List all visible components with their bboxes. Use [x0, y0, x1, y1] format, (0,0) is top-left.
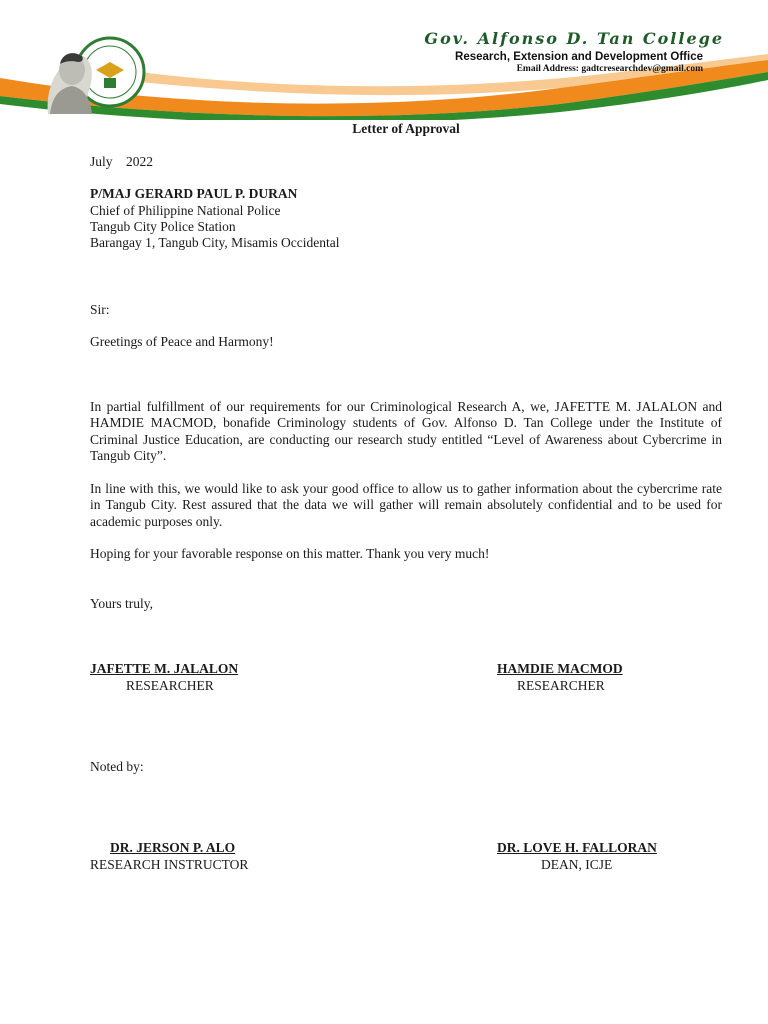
signatory-name: JAFETTE M. JALALON	[90, 661, 239, 676]
signatory-role: RESEARCHER	[126, 678, 214, 693]
body-paragraph-2: In line with this, we would like to ask your good office to allow us to gather information about the cybercrime rate in Tangub City. Rest assured that the data we will gather will remain absolutely confidential and to be used for academic purposes only.	[90, 481, 722, 529]
salutation: Sir:	[90, 302, 110, 317]
greeting: Greetings of Peace and Harmony!	[90, 334, 274, 349]
recipient-address: Barangay 1, Tangub City, Misamis Occidental	[90, 235, 340, 250]
noter-name: DR. JERSON P. ALO	[110, 840, 236, 855]
noter-role: DEAN, ICJE	[541, 857, 613, 872]
body-paragraph-1: In partial fulfillment of our requirements for our Criminological Research A, we, JAFETTE M. JALALON and HAMDIE MACMOD, bonafide Criminology students of Gov. Alfonso D. Tan College under the Institute of Criminal Justice Education, are conducting our research study entitled “Level of Awareness about Cybercrime in Tangub City”.	[90, 399, 722, 463]
recipient-station: Tangub City Police Station	[90, 219, 236, 234]
noted-by-label: Noted by:	[90, 759, 144, 774]
noter-role: RESEARCH INSTRUCTOR	[90, 857, 249, 872]
letterhead	[0, 0, 768, 120]
noter-name: DR. LOVE H. FALLORAN	[497, 840, 657, 855]
recipient-name: P/MAJ GERARD PAUL P. DURAN	[90, 186, 298, 201]
signatory-name: HAMDIE MACMOD	[497, 661, 623, 676]
college-name: Gov. Alfonso D. Tan College	[424, 29, 724, 48]
college-seal-logo	[38, 34, 146, 114]
letter-title: Letter of Approval	[352, 121, 460, 136]
recipient-position: Chief of Philippine National Police	[90, 203, 281, 218]
office-name: Research, Extension and Development Office	[455, 51, 703, 63]
office-email: Email Address: gadtcresearchdev@gmail.com	[516, 64, 703, 74]
letter-date: July 2022	[90, 154, 154, 169]
body-paragraph-3: Hoping for your favorable response on this matter. Thank you very much!	[90, 546, 490, 561]
signatory-role: RESEARCHER	[517, 678, 605, 693]
closing: Yours truly,	[90, 596, 154, 611]
